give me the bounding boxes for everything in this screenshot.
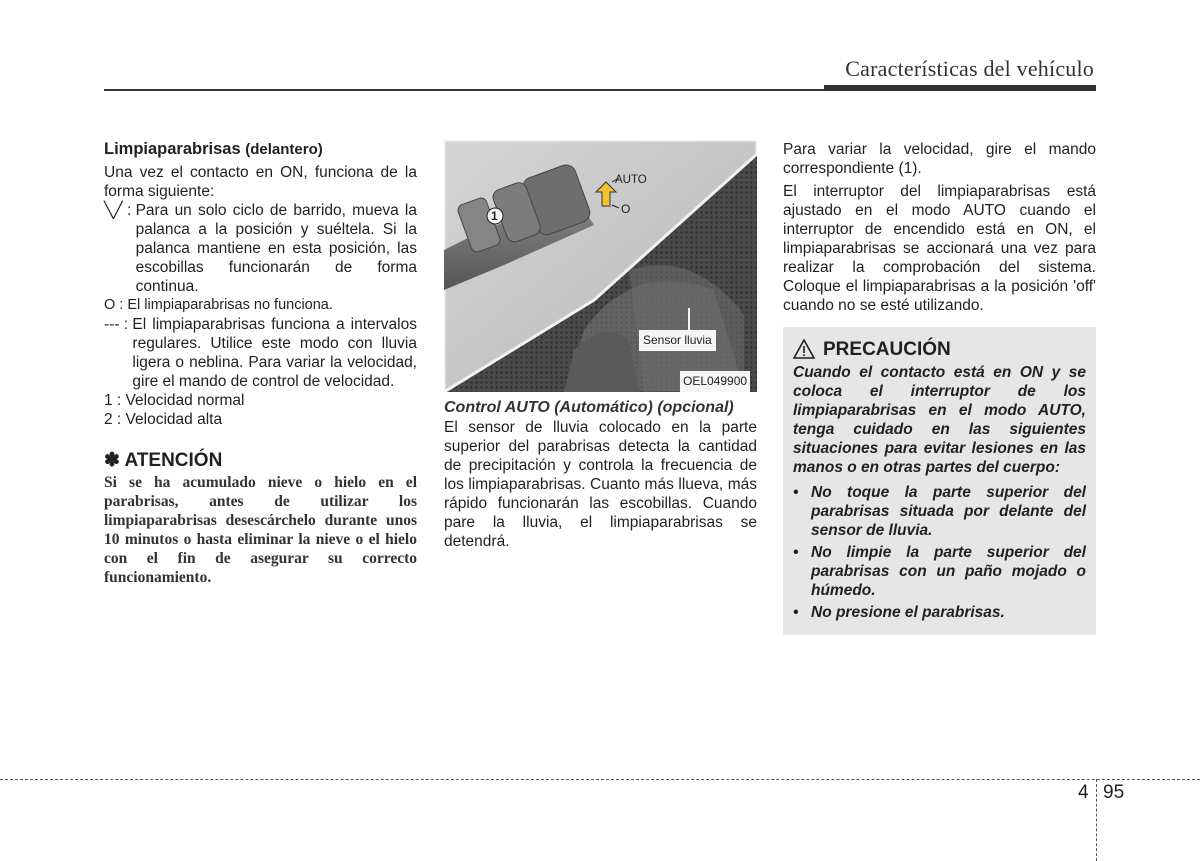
wipers-intro: Una vez el contacto en ON, funciona de la forma siguiente: xyxy=(104,164,417,200)
caution-intro: Cuando el contacto está en ON y se coloca el interruptor de los limpiaparabrisas en el modo AUTO, tenga cuidado en las siguientes situaciones para evitar lesiones en las manos o en otras partes del cuerpo: xyxy=(793,364,1086,476)
caution-item: • No toque la parte superior del parabrisas situada por delante del sensor de lluvia. xyxy=(793,484,1086,539)
attention-body: Si se ha acumulado nieve o hielo en el parabrisas, antes de utilizar los limpiaparabrisas desescárchelo durante unos 10 minutos o hasta eliminar la nieve o el hielo con el fin de asegurar su correcto funcionamiento. xyxy=(104,474,417,586)
wiper-item-off: O : El limpiaparabrisas no funciona. xyxy=(104,297,333,313)
figure-caption: Control AUTO (Automático) (opcional) xyxy=(444,399,734,416)
wiper-item-low: 1 : Velocidad normal xyxy=(104,392,245,409)
caution-item: • No limpie la parte superior del parabrisas con un paño mojado o húmedo. xyxy=(793,544,1086,599)
caution-item: • No presione el parabrisas. xyxy=(793,604,1005,621)
wiper-lever-illustration xyxy=(444,140,757,392)
wiper-item-high: 2 : Velocidad alta xyxy=(104,411,223,428)
wipers-heading: Limpiaparabrisas (delantero) xyxy=(104,140,323,158)
label-o: O xyxy=(621,202,631,216)
auto-control-text: El sensor de lluvia colocado en la parte superior del parabrisas detecta la cantidad de precipitación y controla la frecuencia de los limpiaparabrisas. Cuanto más llueva, más rápido funcionarán las escobillas. Cuando pare la lluvia, el limpiaparabrisas se detendrá. xyxy=(444,419,757,550)
caution-heading: PRECAUCIÓN xyxy=(793,339,1086,359)
caution-list xyxy=(793,483,1086,622)
attention-heading: ✽ ATENCIÓN xyxy=(104,450,223,471)
label-1: 1 xyxy=(491,209,498,223)
wiper-lever-drawing xyxy=(444,140,757,392)
auto-mode-text: El interruptor del limpiaparabrisas está ajustado en el modo AUTO cuando el interruptor de encendido está en ON, el limpiaparabrisas se accionará una vez para realizar la comprobación del sistema. Coloque el limpiaparabrisas a la posición 'off' cuando no se esté utilizando. xyxy=(783,183,1096,314)
wiper-item-mist: ╲╱ : Para un solo ciclo de barrido, mueva la palanca a la posición y suéltela. Si la palanca mantiene en esta posición, las escobillas funcionarán de forma continua. xyxy=(104,202,417,295)
footer-dashed-divider xyxy=(1096,779,1097,861)
footer-dashed-rule xyxy=(0,779,1200,780)
label-sensor: Sensor lluvia xyxy=(639,330,716,351)
figure-code: OEL049900 xyxy=(680,371,750,392)
wiper-item-intermittent: --- : El limpiaparabrisas funciona a intervalos regulares. Utilice este modo con lluvia ligera o neblina. Para variar la velocidad, gire el mando de control de velocidad. xyxy=(104,316,417,390)
column-left xyxy=(104,140,417,587)
column-middle xyxy=(444,140,757,551)
label-auto: AUTO xyxy=(615,174,647,186)
speed-text: Para variar la velocidad, gire el mando correspondiente (1). xyxy=(783,141,1096,177)
page-number: 95 xyxy=(1103,782,1125,803)
header-rule-thick xyxy=(824,85,1096,91)
column-right xyxy=(783,140,1096,635)
header-rule-thin xyxy=(104,89,824,91)
running-header: Características del vehículo xyxy=(845,56,1094,81)
wipers-heading-sub: (delantero) xyxy=(245,141,323,158)
warning-icon xyxy=(793,339,815,359)
caution-box xyxy=(783,327,1096,635)
chapter-number: 4 xyxy=(1078,782,1089,803)
